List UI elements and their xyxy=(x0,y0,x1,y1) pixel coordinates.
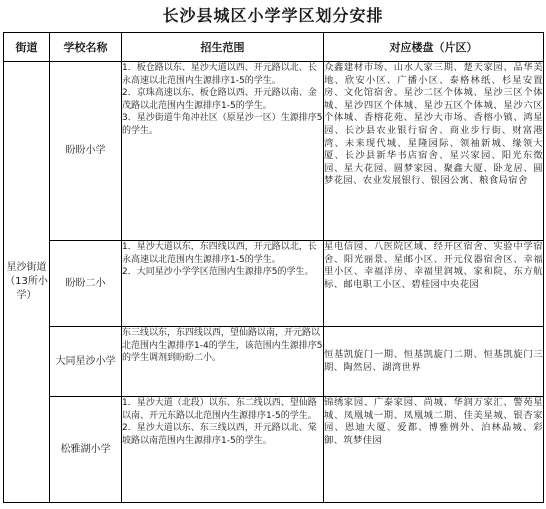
community-cell: 众鑫建材市场、山水人家三期、楚天家园、品华美地、欣安小区、广播小区、泰格林纸、杉星安置房、文化馆宿舍、星沙二区个体城、星沙三区个体城、星沙四区个体城、星沙五区个体城、星沙六区个体城、香榕花苑、星沙大市场、香榕小镇、鸿星园、长沙县农业银行宿舍、商业步行街、财富港湾、未来现代城、星隆园际、领袖新城、缘领大厦、长沙县新华书店宿舍、星兴家园、阳光东徵园、星大花园、圆梦家园、聚鑫大厦、卧龙居、圆梦花园、农业发展银行、银园公寓、粮食局宿舍 xyxy=(324,62,544,241)
scope-cell xyxy=(122,62,324,241)
header-street: 街道 xyxy=(4,33,50,62)
school-name: 大同星沙小学 xyxy=(50,327,122,397)
scope-item: 1．星沙大道（北段）以东、东二线以西、望仙路以南、开元东路以北范围内生源排序1-5的学生。 xyxy=(122,398,317,421)
scope-item: 3．星沙街道牛角冲社区（原星沙一区）生源排序5的学生。 xyxy=(122,113,323,136)
table-row xyxy=(4,327,544,397)
street-count: （13所小学） xyxy=(5,276,48,301)
table-row xyxy=(4,241,544,327)
header-scope: 招生范围 xyxy=(122,33,324,62)
school-name: 松雅湖小学 xyxy=(50,397,122,503)
table-row xyxy=(4,62,544,241)
table-row xyxy=(4,397,544,503)
street-cell xyxy=(4,62,50,503)
scope-item: 2．星沙大道以东、东三线以西，开元路以北、棠坡路以南范围内生源排序1-5的学生。 xyxy=(122,423,317,446)
scope-cell xyxy=(122,241,324,327)
scope-cell xyxy=(122,397,324,503)
school-name: 盼盼二小 xyxy=(50,241,122,327)
header-community: 对应楼盘（片区） xyxy=(324,33,544,62)
community-cell: 锦绣家园、广泰家园、尚城、华润万家汇、警苑星城、凤凰城一期、凤凰城二期、佳美星城、银杏家园、恩迪大厦、爱都、博雅例外、泊林晶城、彩御、筑梦佳园 xyxy=(324,397,544,503)
page-title: 长沙县城区小学学区划分安排 xyxy=(162,6,384,25)
scope-item: 1．星沙大道以东，东四线以西，开元路以北，长永高速以北范围内生源排序1-5的学生。 xyxy=(122,242,317,265)
scope-item: 东三线以东，东四线以西，望仙路以南，开元路以北范围内生源排序1-4的学生，该范围内生源排序5的学生调剂到盼盼二小。 xyxy=(122,328,323,363)
scope-item: 2．京珠高速以东、板仓路以西、开元路以南、金茂路以北范围内生源排序1-5的学生。 xyxy=(122,88,317,111)
scope-item: 1．板仓路以东、星沙大道以西、开元路以北、长永高速以北范围内生源排序1-5的学生。 xyxy=(122,63,317,86)
community-cell: 星电信园、八医院区域、经开区宿舍、实验中学宿舍、阳光丽景、星邮小区、开元仪器宿舍区、幸福里小区、幸福洋房、幸福里润城、家和院、东方航标、邮电职工小区、碧桂园中央花园 xyxy=(324,241,544,327)
district-table xyxy=(3,32,544,503)
school-name: 盼盼小学 xyxy=(50,62,122,241)
community-cell: 恒基凯旋门一期、恒基凯旋门二期、恒基凯旋门三期、陶然居、湖湾世界 xyxy=(324,327,544,397)
header-school: 学校名称 xyxy=(50,33,122,62)
scope-cell xyxy=(122,327,324,397)
scope-item: 2．大同星沙小学学区范围内生源排序5的学生。 xyxy=(122,267,314,277)
street-name: 星沙街道 xyxy=(6,262,47,273)
header-row xyxy=(4,33,544,62)
